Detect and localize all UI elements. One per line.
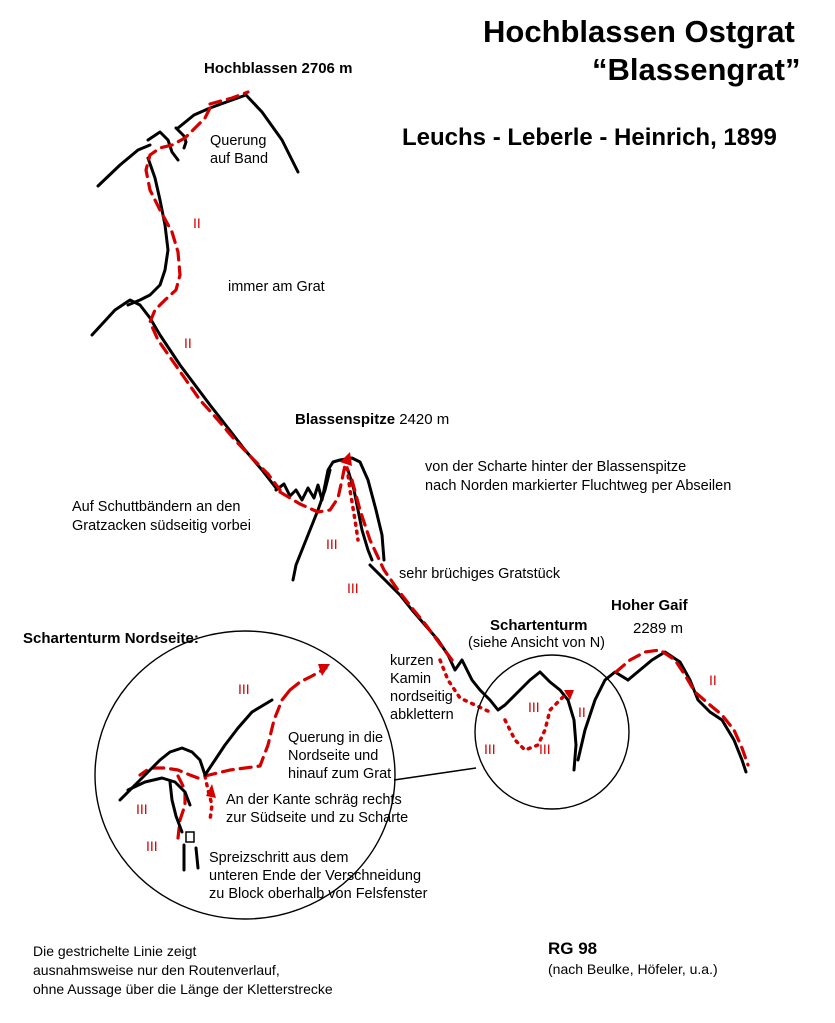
- footer-note-line-1: Die gestrichelte Linie zeigt: [33, 943, 197, 959]
- inset-felsfenster-icon: [186, 832, 194, 842]
- kamin-line-1: kurzen: [390, 653, 434, 669]
- immer-am-grat: immer am Grat: [228, 279, 325, 295]
- grade-blassenspitze-1: III: [326, 536, 338, 552]
- grade-gaif: II: [709, 672, 717, 688]
- fluchtweg-line-1: von der Scharte hinter der Blassenspitze: [425, 459, 687, 475]
- hochblassen-west-flank-2: [98, 145, 150, 186]
- inset-block: [184, 845, 198, 870]
- footer-note-line-3: ohne Aussage über die Länge der Kletterstrecke: [33, 981, 333, 997]
- kamin-line-3: nordseitig: [390, 689, 453, 705]
- title-line-1: Hochblassen Ostgrat: [483, 14, 795, 49]
- route-inset-dotted: [205, 776, 212, 820]
- blassenspitze-altitude: 2420 m: [399, 411, 450, 428]
- inset-spreiz-line-3: zu Block oberhalb von Felsfenster: [209, 886, 428, 902]
- schartenturm-tower: [568, 672, 628, 770]
- inset-connector: [394, 768, 476, 780]
- grade-circle-1: III: [528, 699, 540, 715]
- schuttbaender-line-2: Gratzacken südseitig vorbei: [72, 518, 251, 534]
- sources-note: (nach Beulke, Höfeler, u.a.): [548, 961, 718, 977]
- blassenspitze-south-face: [293, 470, 330, 580]
- querung-band-line-2: auf Band: [210, 151, 269, 167]
- title-line-2: “Blassengrat”: [592, 52, 801, 87]
- blassenspitze-name: Blassenspitze: [295, 411, 396, 428]
- inset-ridge-left: [120, 748, 205, 800]
- blassenspitze-label: [295, 411, 449, 428]
- inset-spreiz-line-1: Spreizschritt aus dem: [209, 850, 349, 866]
- grade-blassenspitze-2: III: [347, 580, 359, 596]
- inset-querung-line-1: Querung in die: [288, 730, 384, 746]
- inset-querung-line-3: hinauf zum Grat: [288, 766, 392, 782]
- inset-corner: [170, 782, 182, 832]
- grade-inset-3: III: [146, 838, 158, 854]
- inset-spreiz-line-2: unteren Ende der Verschneidung: [209, 868, 422, 884]
- kamin-line-4: abklettern: [390, 707, 454, 723]
- grade-inset-2: III: [136, 801, 148, 817]
- kamin-line-2: Kamin: [390, 671, 432, 687]
- grade-circle-4: II: [578, 704, 586, 720]
- inset-kante-line-2: zur Südseite und zu Scharte: [226, 810, 409, 826]
- inset-querung-line-2: Nordseite und: [288, 748, 379, 764]
- hochblassen-inner-rib: [128, 158, 168, 305]
- grade-inset-1: III: [238, 681, 250, 697]
- inset-kante-line-1: An der Kante schräg rechts: [226, 792, 402, 808]
- route-blassenspitze-traverse: [280, 460, 346, 512]
- grade-upper-2: II: [184, 335, 192, 351]
- footer-note-line-2: ausnahmsweise nur den Routenverlauf,: [33, 962, 280, 978]
- grade-upper-1: II: [193, 215, 201, 231]
- grade-circle-3: III: [539, 741, 551, 757]
- grade-circle-2: III: [484, 741, 496, 757]
- hochblassen-label: Hochblassen 2706 m: [204, 60, 353, 77]
- rg-number: RG 98: [548, 939, 598, 958]
- main-ridge-descent: [92, 300, 276, 488]
- hoher-gaif-ridge: [628, 652, 746, 772]
- schuttbaender-line-1: Auf Schuttbändern an den: [72, 499, 241, 515]
- inset-title: Schartenturm Nordseite:: [23, 630, 199, 647]
- hoher-gaif-name: Hoher Gaif: [611, 597, 688, 614]
- bruechig-label: sehr brüchiges Gratstück: [399, 566, 561, 582]
- fluchtweg-line-2: nach Norden markierter Fluchtweg per Abseilen: [425, 478, 732, 494]
- querung-band-line-1: Querung: [210, 133, 267, 149]
- schartenturm-note: (siehe Ansicht von N): [468, 635, 606, 651]
- schartenturm-name: Schartenturm: [490, 617, 588, 634]
- hoher-gaif-altitude: 2289 m: [633, 620, 684, 637]
- first-ascent: Leuchs - Leberle - Heinrich, 1899: [402, 124, 777, 151]
- inset-rock-lines: [120, 700, 272, 870]
